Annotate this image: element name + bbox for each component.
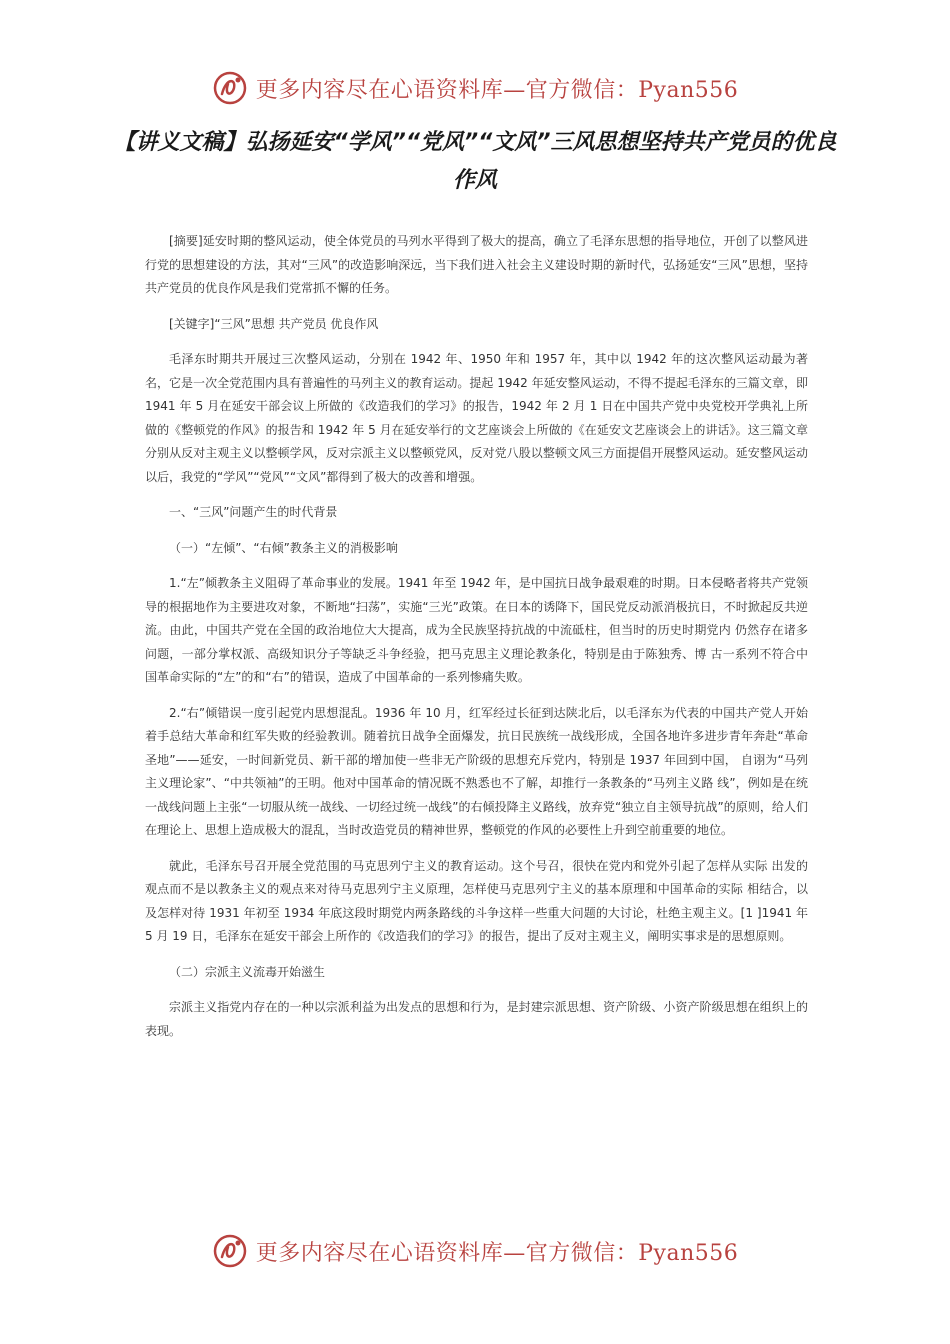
banner-text: 更多内容尽在心语资料库—官方微信：Pyan556	[255, 1240, 739, 1266]
section-heading: 一、“三风”问题产生的时代背景	[169, 505, 338, 519]
keywords-paragraph: [关键字]“三风”思想 共产党员 优良作风	[169, 316, 379, 331]
footer-banner	[0, 1233, 950, 1269]
document-body	[145, 230, 808, 1055]
subsection-heading: （一）“左倾”、“右倾”教条主义的消极影响	[169, 540, 398, 555]
body-paragraph: 宗派主义指党内存在的一种以宗派利益为出发点的思想和行为，是封建宗派思想、资产阶级、小资产阶级思想在组织上的表现。	[145, 1000, 808, 1038]
banner-text: 更多内容尽在心语资料库—官方微信：Pyan556	[255, 77, 739, 103]
body-paragraph: 1.“左”倾教条主义阻碍了革命事业的发展。1941 年至 1942 年，是中国抗日战争最艰难的时期。日本侵略者将共产党领导的根据地作为主要进攻对象，不断地“扫荡”，实施“三光”政策。在日本的诱降下，国民党反动派消极抗日，不时掀起反共逆流。由此，中国共产党在全国的政治地位大大提高，成为全民族坚持抗战的中流砥柱，但当时的历史时期党内 仍然存在诸多问题，一部分掌权派、高级知识分子等缺乏斗争经验，把马克思主义理论教条化，特别是由于陈独秀、博 古一系列不符合中国革命实际的“左”的和“右”的错误，造成了中国革命的一系列惨痛失败。	[145, 576, 808, 684]
cursive-logo	[212, 70, 248, 106]
document-title: 【讲义文稿】弘扬延安“学风”“党风”“文风”三风思想坚持共产党员的优良作风	[113, 130, 837, 193]
body-paragraph: 就此，毛泽东号召开展全党范围的马克思列宁主义的教育运动。这个号召，很快在党内和党外引起了怎样从实际 出发的观点而不是以教条主义的观点来对待马克思列宁主义原理，怎样使马克思列宁主义的基本原理和中国革命的实际 相结合，以及怎样对待 1931 年初至 1934 年底这段时期党内两条路线的斗争这样一些重大问题的大讨论，杜绝主观主义。[1 ]1941 年 5 月 19 日，毛泽东在延安干部会上所作的《改造我们的学习》的报告，提出了反对主观主义，阐明实事求是的思想原则。	[145, 858, 808, 943]
body-paragraph: 毛泽东时期共开展过三次整风运动，分别在 1942 年、1950 年和 1957 年，其中以 1942 年的这次整风运动最为著名，它是一次全党范围内具有普遍性的马列主义的教育运动。提起 1942 年延安整风运动，不得不提起毛泽东的三篇文章，即 1941 年 5 月在延安干部会议上所做的《改造我们的学习》的报告，1942 年 2 月 1 日在中国共产党中央党校开学典礼上所做的《整顿党的作风》的报告和 1942 年 5 月在延安举行的文艺座谈会上所做的《在延安文艺座谈会上的讲话》。这三篇文章分别从反对主观主义以整顿学风，反对宗派主义以整顿党风，反对党八股以整顿文风三方面提倡开展整风运动。延安整风运动以后，我党的“学风”“党风”“文风”都得到了极大的改善和增强。	[145, 352, 808, 484]
body-paragraph: 2.“右”倾错误一度引起党内思想混乱。1936 年 10 月，红军经过长征到达陕北后，以毛泽东为代表的中国共产党人开始着手总结大革命和红军失败的经验教训。随着抗日战争全面爆发，抗日民族统一战线形成，全国各地许多进步青年奔赴“革命圣地”——延安，一时间新党员、新干部的增加使一些非无产阶级的思想充斥党内，特别是 1937 年回到中国， 自诩为“马列主义理论家”、“中共领袖”的王明。他对中国革命的情况既不熟悉也不了解，却推行一条教条的“马列主义路 线”，例如是在统一战线问题上主张“一切服从统一战线、一切经过统一战线”的右倾投降主义路线，放弃党“独立自主领导抗战”的原则，给人们在理论上、思想上造成极大的混乱，当时改造党员的精神世界，整顿党的作风的必要性上升到空前重要的地位。	[145, 705, 808, 837]
header-banner	[0, 70, 950, 106]
subsection-heading: （二）宗派主义流毒开始滋生	[169, 964, 326, 979]
abstract-paragraph: [摘要]延安时期的整风运动，使全体党员的马列水平得到了极大的提高，确立了毛泽东思想的指导地位，开创了以整风进行党的思想建设的方法，其对“三风”的改造影响深远，当下我们进入社会主义建设时期的新时代，弘扬延安“三风”思想，坚持共产党员的优良作风是我们党常抓不懈的任务。	[145, 234, 808, 295]
cursive-logo	[212, 1233, 248, 1269]
